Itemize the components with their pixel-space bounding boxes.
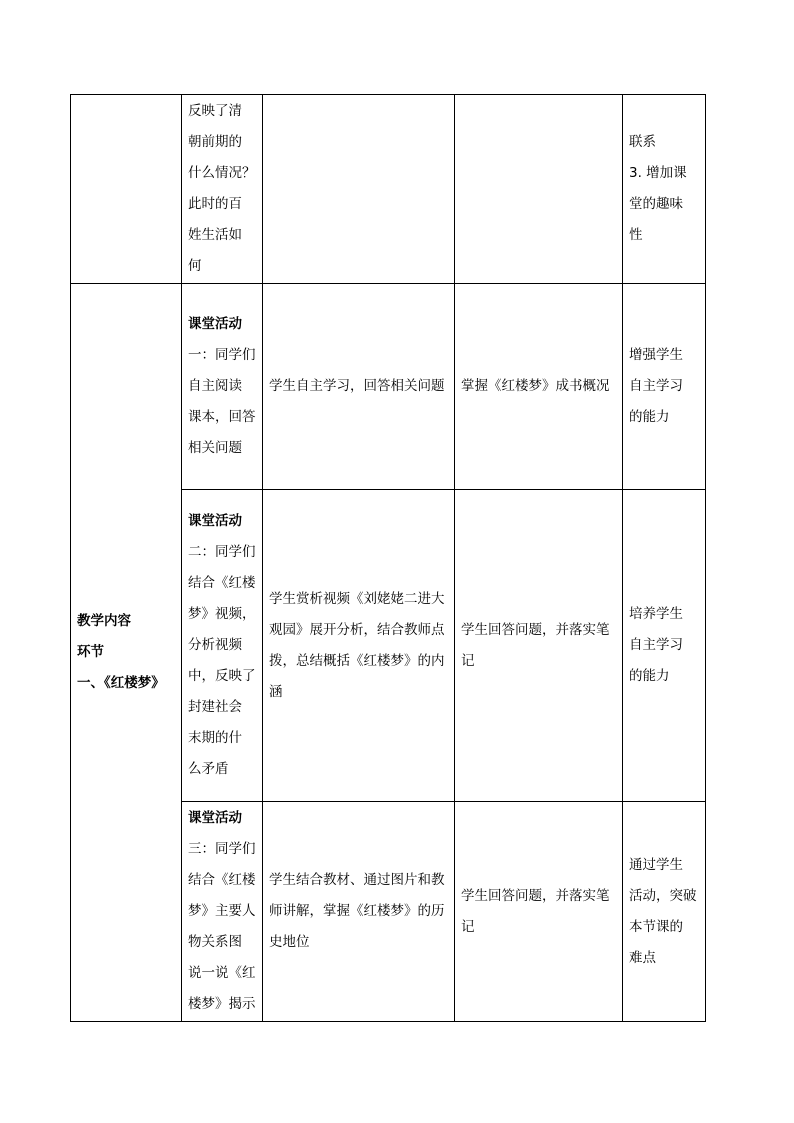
student-activity-cell: 学生赏析视频《刘姥姥二进大观园》展开分析，结合教师点拨，总结概括《红楼梦》的内涵 — [263, 490, 455, 802]
goal-cell: 学生回答问题，并落实笔记 — [455, 490, 623, 802]
activity-cell: 课堂活动 三：同学们 结合《红楼 梦》主要人 物关系图 说一说《红 楼梦》揭示 — [182, 802, 263, 1022]
activity-title: 课堂活动 — [188, 810, 242, 826]
table-row — [71, 284, 706, 490]
activity-cell: 课堂活动 一：同学们 自主阅读 课本，回答 相关问题 — [182, 284, 263, 490]
goal-cell — [455, 95, 623, 284]
table-row — [71, 95, 706, 284]
goal-cell: 掌握《红楼梦》成书概况 — [455, 284, 623, 490]
purpose-cell: 培养学生 自主学习 的能力 — [623, 490, 706, 802]
student-activity-cell: 学生自主学习，回答相关问题 — [263, 284, 455, 490]
section-cell-empty — [71, 95, 182, 284]
activity-cell: 课堂活动 二：同学们 结合《红楼 梦》视频， 分析视频 中，反映了 封建社会 末期的什 么矛盾 — [182, 490, 263, 802]
lesson-plan-table — [70, 94, 706, 1022]
section-label-cell: 教学内容 环节 一、《红楼梦》 — [71, 284, 182, 1022]
student-activity-cell — [263, 95, 455, 284]
purpose-cell: 增强学生 自主学习 的能力 — [623, 284, 706, 490]
activity-title: 课堂活动 — [188, 316, 242, 332]
purpose-cell: 联系 3. 增加课 堂的趣味 性 — [623, 95, 706, 284]
student-activity-cell: 学生结合教材、通过图片和教师讲解，掌握《红楼梦》的历史地位 — [263, 802, 455, 1022]
purpose-cell: 通过学生 活动，突破 本节课的 难点 — [623, 802, 706, 1022]
activity-title: 课堂活动 — [188, 513, 242, 529]
goal-cell: 学生回答问题，并落实笔记 — [455, 802, 623, 1022]
activity-cell: 反映了清 朝前期的 什么情况？ 此时的百 姓生活如 何 — [182, 95, 263, 284]
